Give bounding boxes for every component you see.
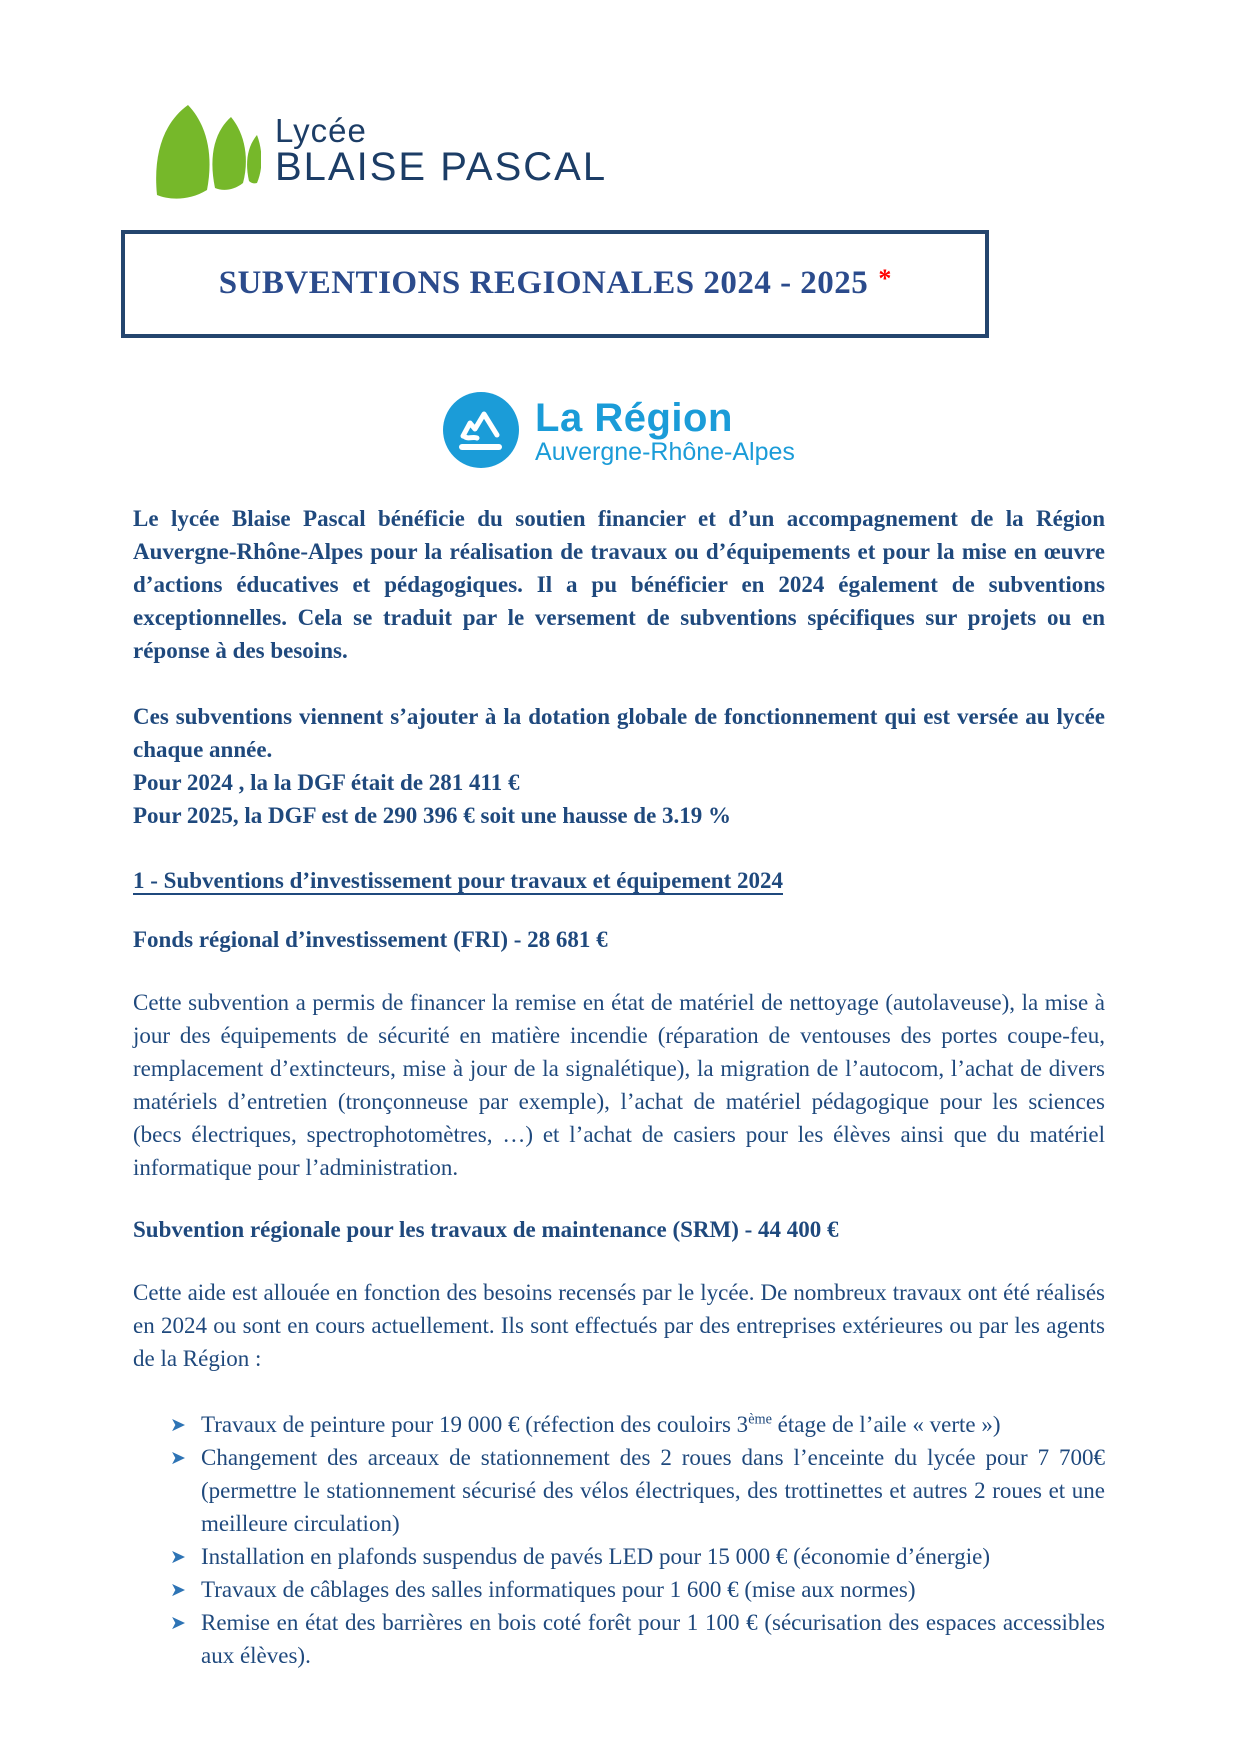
document-title: SUBVENTIONS REGIONALES 2024 - 2025 <box>218 265 869 301</box>
school-logo-name: Lycée <box>275 111 367 149</box>
region-name: La Région <box>535 396 733 440</box>
school-logo-leaves-icon <box>143 97 261 205</box>
fri-heading: Fonds régional d’investissement (FRI) - 28 681 € <box>133 927 608 952</box>
section1-heading: 1 - Subventions d’investissement pour travaux et équipement 2024 <box>133 868 783 893</box>
bullet-arrow-icon: ➤ <box>170 1546 186 1568</box>
bullet-text: Travaux de câblages des salles informatiques pour 1 600 € (mise aux normes) <box>201 1577 916 1602</box>
bullet-item-cabling <box>170 1573 1105 1606</box>
bullet-text: Changement des arceaux de stationnement des 2 roues dans l’enceinte du lycée pour 7 700€ (permettre le stationnement sécurisé des vélos électriques, des trottinettes et autres 2 roues et une meilleure circulation) <box>201 1445 1105 1536</box>
bullet-arrow-icon: ➤ <box>170 1579 186 1601</box>
bullet-text: Installation en plafonds suspendus de pavés LED pour 15 000 € (économie d’énergie) <box>201 1544 991 1569</box>
bullet-item-led <box>170 1540 1105 1573</box>
bullet-text-pre: Travaux de peinture pour 19 000 € (réfection des couloirs 3 <box>201 1412 749 1437</box>
bullet-item-painting <box>170 1408 1105 1441</box>
bullet-item-bike-racks <box>170 1441 1105 1540</box>
bullet-text: Remise en état des barrières en bois coté forêt pour 1 100 € (sécurisation des espaces accessibles aux élèves). <box>201 1610 1105 1668</box>
bullet-text-post: étage de l’aile « verte ») <box>771 1412 1001 1437</box>
intro-paragraph: Le lycée Blaise Pascal bénéficie du soutien financier et d’un accompagnement de la Région Auvergne-Rhône-Alpes pour la réalisation de travaux ou d’équipements et pour la mise en œuvre d’actions éducatives et pédagogiques. Il a pu bénéficier en 2024 également de subventions exceptionnelles. Cela se traduit par le versement de subventions spécifiques sur projets ou en réponse à des besoins. <box>133 506 1105 663</box>
region-logo <box>443 390 795 468</box>
region-subtitle: Auvergne-Rhône-Alpes <box>535 438 795 466</box>
school-logo-name-2: BLAISE PASCAL <box>275 145 608 190</box>
title-box <box>121 230 989 338</box>
bullet-arrow-icon: ➤ <box>170 1414 186 1436</box>
region-logo-text <box>535 390 795 465</box>
dotation-text: Ces subventions viennent s’ajouter à la dotation globale de fonctionnement qui est versée au lycée chaque année. <box>133 704 1105 762</box>
srm-heading: Subvention régionale pour les travaux de maintenance (SRM) - 44 400 € <box>133 1217 839 1242</box>
dgf-2024-line: Pour 2024 , la la DGF était de 281 411 € <box>133 770 520 795</box>
bullet-text-superscript: ème <box>748 1411 772 1428</box>
bullet-item-barriers <box>170 1606 1105 1672</box>
dotation-paragraph <box>133 700 1105 832</box>
srm-bullet-list <box>133 1408 1105 1672</box>
dgf-2025-line: Pour 2025, la DGF est de 290 396 € soit une hausse de 3.19 % <box>133 803 732 828</box>
bullet-arrow-icon: ➤ <box>170 1612 186 1634</box>
bullet-arrow-icon: ➤ <box>170 1447 186 1469</box>
school-logo-text <box>275 111 608 190</box>
school-logo <box>143 96 1105 206</box>
srm-body-paragraph: Cette aide est allouée en fonction des besoins recensés par le lycée. De nombreux travaux ont été réalisés en 2024 ou sont en cours actuellement. Ils sont effectués par des entreprises extérieures ou par les agents de la Région : <box>133 1280 1105 1371</box>
region-mountain-icon <box>443 392 519 468</box>
fri-body-paragraph: Cette subvention a permis de financer la remise en état de matériel de nettoyage (autolaveuse), la mise à jour des équipements de sécurité en matière incendie (réparation de ventouses des portes coupe-feu, remplacement d’extincteurs, mise à jour de la signalétique), la migration de l’autocom, l’achat de divers matériels d’entretien (tronçonneuse par exemple), l’achat de matériel pédagogique pour les sciences (becs électriques, spectrophotomètres, …) et l’achat de casiers pour les élèves ainsi que du matériel informatique pour l’administration. <box>133 990 1105 1180</box>
title-asterisk: * <box>878 264 892 293</box>
